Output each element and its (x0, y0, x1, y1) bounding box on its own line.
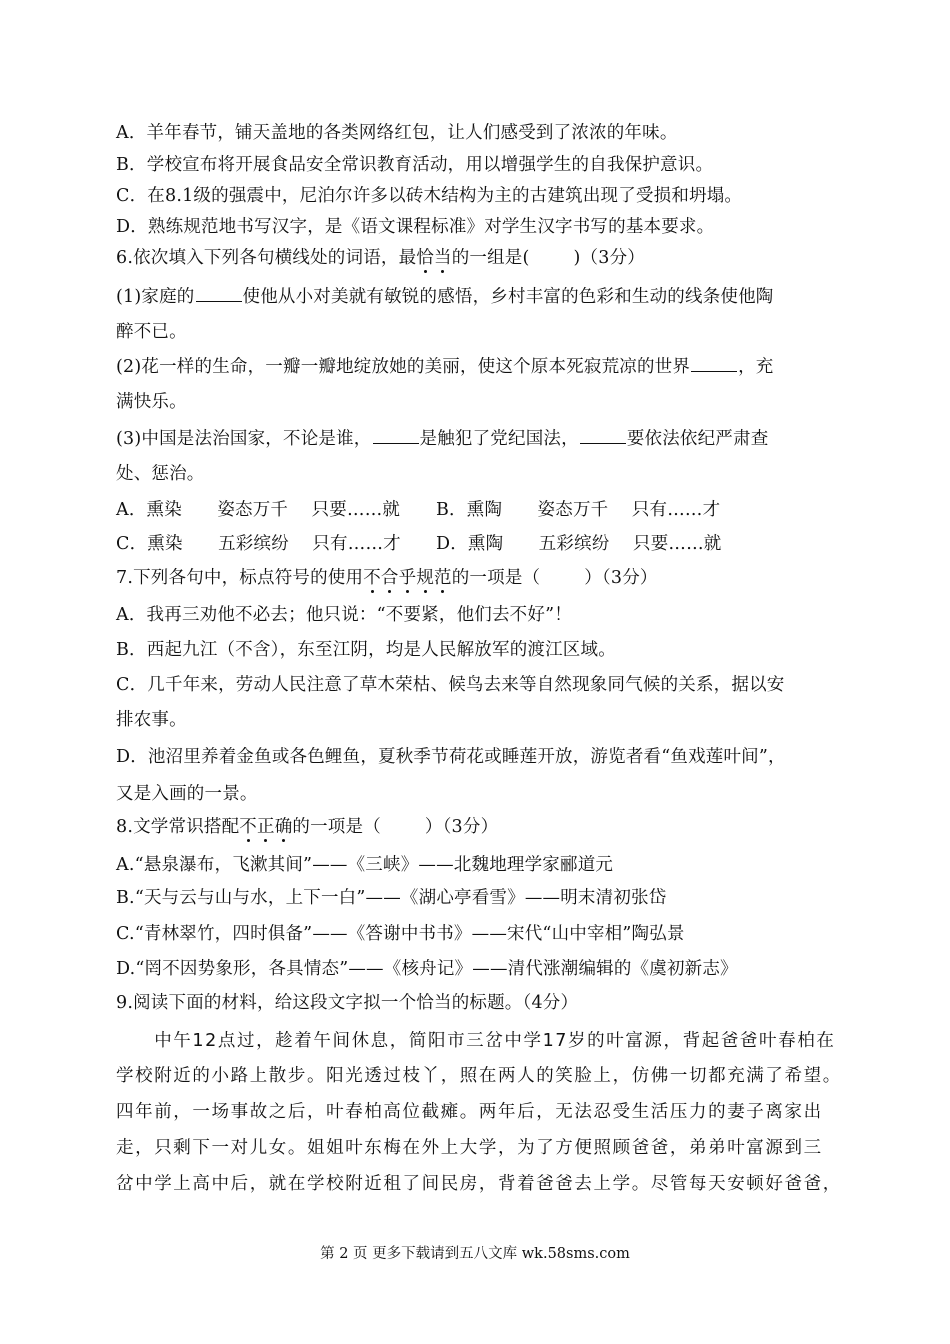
emphasis-char: 不 (363, 568, 381, 588)
q6-stem: 6.依次填入下列各句横线处的词语，最恰当的一组是( )（3分） (116, 248, 645, 268)
q9-passage-line: 中午12点过，趁着午间休息，简阳市三岔中学17岁的叶富源，背起爸爸叶春柏在 (116, 1031, 836, 1051)
q6-option-b: B．熏陶 姿态万千 只有……才 (436, 500, 721, 520)
q8-option-c: C.“青林翠竹，四时俱备”——《答谢中书书》——宋代“山中宰相”陶弘景 (116, 924, 685, 944)
q8-option-a: A.“悬泉瀑布，飞漱其间”——《三峡》——北魏地理学家郦道元 (116, 855, 614, 875)
q9-passage-line: 学校附近的小路上散步。阳光透过枝丫，照在两人的笑脸上，仿佛一切都充满了希望。 (116, 1066, 842, 1086)
q9-passage-line: 岔中学上高中后，就在学校附近租了间民房，背着爸爸去上学。尽管每天安顿好爸爸， (116, 1174, 842, 1194)
q6-option-a: A．熏染 姿态万千 只要……就 (116, 500, 401, 520)
q9-stem: 9.阅读下面的材料，给这段文字拟一个恰当的标题。（4分） (116, 993, 579, 1013)
emphasis-char: 乎 (398, 568, 417, 588)
q7-option-d: D．池沼里养着金鱼或各色鲤鱼，夏秋季节荷花或睡莲开放，游览者看“鱼戏莲叶间”， (116, 747, 786, 767)
q6-options-row-1 (116, 498, 840, 522)
q7-option-b: B．西起九江（不含），东至江阴，均是人民解放军的渡江区域。 (116, 640, 616, 660)
q5-option-b: B．学校宣布将开展食品安全常识教育活动，用以增强学生的自我保护意识。 (116, 155, 714, 175)
q7-option-d-cont: 又是入画的一景。 (116, 784, 258, 804)
emphasis-char: 合 (380, 568, 399, 588)
q5-option-a: A．羊年春节，铺天盖地的各类网络红包，让人们感受到了浓浓的年味。 (116, 123, 678, 143)
emphasis-char: 当 (434, 248, 452, 268)
fill-blank (373, 427, 419, 444)
q6-options-row-2 (116, 532, 840, 556)
q9-passage-line: 走，只剩下一对儿女。姐姐叶东梅在外上大学，为了方便照顾爸爸，弟弟叶富源到三 (116, 1138, 823, 1158)
q6-option-c: C．熏染 五彩缤纷 只有……才 (116, 534, 401, 554)
q6-sentence-2-cont: 满快乐。 (116, 392, 187, 412)
q6-option-d: D．熏陶 五彩缤纷 只要……就 (436, 534, 722, 554)
q7-option-c-cont: 排农事。 (116, 710, 187, 730)
fill-blank (691, 355, 737, 372)
fill-blank (580, 427, 626, 444)
q6-sentence-2: (2)花一样的生命，一瓣一瓣地绽放她的美丽，使这个原本死寂荒凉的世界 ，充 (116, 357, 774, 377)
q5-option-d: D．熟练规范地书写汉字，是《语文课程标准》对学生汉字书写的基本要求。 (116, 217, 715, 237)
q8-option-b: B.“天与云与山与水，上下一白”——《湖心亭看雪》——明末清初张岱 (116, 888, 667, 908)
q8-stem: 8.文学常识搭配不正确的一项是（ ）（3分） (116, 817, 499, 837)
q7-stem: 7.下列各句中，标点符号的使用不合乎规范的一项是（ ）（3分） (116, 568, 658, 588)
emphasis-char: 不 (239, 817, 257, 837)
page-footer: 第 2 页 更多下载请到五八文库 wk.58sms.com (320, 1246, 630, 1262)
emphasis-char: 确 (274, 817, 293, 837)
emphasis-char: 正 (257, 817, 275, 837)
emphasis-char: 范 (434, 568, 452, 588)
q9-passage-line: 四年前，一场事故之后，叶春柏高位截瘫。两年后，无法忍受生活压力的妻子离家出 (116, 1102, 823, 1122)
q5-option-c: C．在8.1级的强震中，尼泊尔许多以砖木结构为主的古建筑出现了受损和坍塌。 (116, 186, 743, 206)
q6-sentence-3-cont: 处、惩治。 (116, 464, 205, 484)
emphasis-char: 规 (416, 568, 435, 588)
q8-option-d: D.“罔不因势象形，各具情态”——《核舟记》——清代涨潮编辑的《虞初新志》 (116, 959, 738, 979)
fill-blank (196, 285, 242, 302)
q7-option-a: A．我再三劝他不必去；他只说：“不要紧，他们去不好”！ (116, 605, 572, 625)
q6-sentence-3: (3)中国是法治国家，不论是谁， 是触犯了党纪国法， 要依法依纪严肃查 (116, 429, 769, 449)
q7-option-c: C．几千年来，劳动人民注意了草木荣枯、候鸟去来等自然现象同气候的关系，据以安 (116, 675, 785, 695)
emphasis-char: 恰 (416, 248, 434, 268)
q6-sentence-1: (1)家庭的 使他从小对美就有敏锐的感悟，乡村丰富的色彩和生动的线条使他陶 (116, 287, 774, 307)
q6-sentence-1-cont: 醉不已。 (116, 322, 187, 342)
